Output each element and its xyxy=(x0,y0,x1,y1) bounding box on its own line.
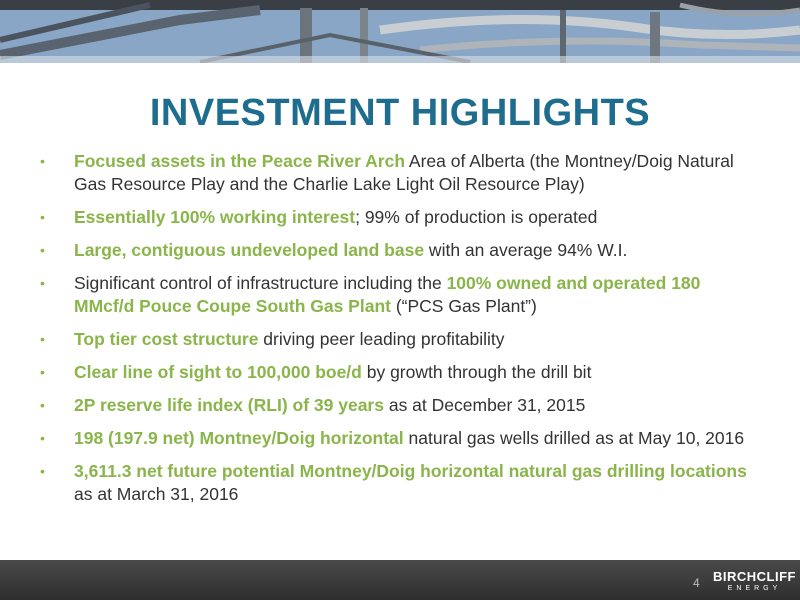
body-text: natural gas wells drilled as at May 10, 2016 xyxy=(403,428,745,448)
body-text: ; 99% of production is operated xyxy=(355,207,598,227)
footer-bar xyxy=(0,560,800,600)
bullet-dot-icon: • xyxy=(40,430,45,446)
highlight-text: Essentially 100% working interest xyxy=(74,207,356,227)
highlights-list xyxy=(40,150,760,516)
list-item xyxy=(40,394,760,417)
highlight-text: Focused assets in the Peace River Arch xyxy=(74,151,406,171)
body-text: as at December 31, 2015 xyxy=(383,395,586,415)
body-text: driving peer leading profitability xyxy=(258,329,505,349)
body-text: Area of Alberta (the Montney/Doig Natural Gas Resource Play and the Charlie Lake Light Oil Resource Play) xyxy=(74,151,734,194)
bullet-dot-icon: • xyxy=(40,242,45,258)
body-text: with an average 94% W.I. xyxy=(424,240,628,260)
highlight-text: 198 (197.9 net) Montney/Doig horizontal xyxy=(74,428,404,448)
body-text: (“PCS Gas Plant”) xyxy=(390,296,537,316)
bullet-dot-icon: • xyxy=(40,331,45,347)
bullet-dot-icon: • xyxy=(40,397,45,413)
list-item xyxy=(40,460,760,506)
logo-subtitle: ENERGY xyxy=(727,585,782,592)
list-item xyxy=(40,427,760,450)
highlight-text: 2P reserve life index (RLI) of 39 years xyxy=(74,395,384,415)
body-text: Significant control of infrastructure including the xyxy=(74,273,447,293)
list-item xyxy=(40,206,760,229)
body-text: as at March 31, 2016 xyxy=(74,484,239,504)
page-number: 4 xyxy=(693,576,700,590)
highlight-text: 3,611.3 net future potential Montney/Doig horizontal natural gas drilling locations xyxy=(74,461,747,481)
highlight-text: 100% owned and operated 180 MMcf/d Pouce Coupe South Gas Plant xyxy=(74,273,701,316)
company-logo xyxy=(712,570,797,594)
list-item xyxy=(40,239,760,262)
list-item xyxy=(40,361,760,384)
page-title: INVESTMENT HIGHLIGHTS xyxy=(149,92,651,134)
body-text: by growth through the drill bit xyxy=(361,362,592,382)
bullet-dot-icon: • xyxy=(40,209,45,225)
logo-wordmark: BIRCHCLIFF xyxy=(713,569,796,584)
list-item xyxy=(40,272,760,318)
highlight-text: Large, contiguous undeveloped land base xyxy=(74,240,425,260)
bullet-dot-icon: • xyxy=(40,364,45,380)
highlight-text: Clear line of sight to 100,000 boe/d xyxy=(74,362,362,382)
industrial-pipes-image xyxy=(0,0,800,63)
header-banner-photo xyxy=(0,0,800,63)
bullet-dot-icon: • xyxy=(40,275,45,291)
list-item xyxy=(40,328,760,351)
list-item xyxy=(40,150,760,196)
bullet-dot-icon: • xyxy=(40,463,45,479)
bullet-dot-icon: • xyxy=(40,153,45,169)
highlight-text: Top tier cost structure xyxy=(74,329,259,349)
